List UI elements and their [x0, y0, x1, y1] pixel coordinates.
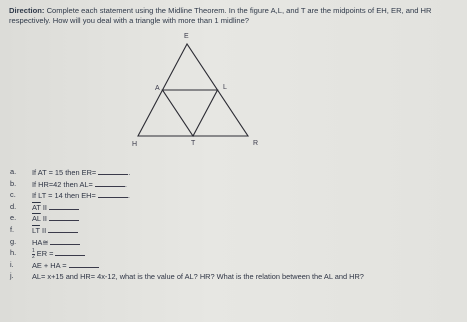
direction-instructions: [9, 6, 461, 26]
midline-triangle-ALT: [163, 90, 218, 136]
item-letter: b.: [10, 178, 17, 188]
item-letter: d.: [10, 201, 17, 211]
fraction-one-half: $\frac{1}{2}$: [32, 247, 35, 260]
parallel-symbol: II: [42, 214, 47, 224]
answer-blank[interactable]: [69, 260, 99, 268]
answer-blank[interactable]: [98, 167, 128, 175]
vertex-label-A: A: [155, 85, 160, 92]
vertex-label-H: H: [132, 141, 138, 148]
answer-blank[interactable]: [49, 213, 79, 221]
item-letter: j.: [10, 271, 14, 281]
vertex-label-T: T: [191, 140, 196, 147]
item-letter: c.: [10, 190, 16, 200]
answer-blank[interactable]: [48, 225, 78, 233]
item-letter: f.: [10, 224, 15, 234]
item-letter: h.: [10, 248, 17, 258]
vertex-label-L: L: [223, 84, 227, 91]
statement-i: [10, 260, 462, 272]
item-text: If HR=42 then AL=: [32, 179, 93, 189]
statement-d: [10, 202, 462, 214]
statement-b: b. If HR=42 then AL= .: [10, 178, 127, 189]
statement-list: [10, 167, 462, 282]
direction-label: Direction:: [9, 6, 45, 15]
statement-a: a. If AT = 15 then ER= .: [10, 167, 131, 177]
item-letter: a.: [10, 167, 17, 176]
direction-text: Complete each statement using the Midline Theorem. In the figure A,L, and T are the midpoints of EH, ER, and HR respectively. How will you deal with a triangle with more than 1 midline?: [9, 6, 432, 25]
parallel-symbol: II: [42, 225, 47, 235]
segment-label: $\overline{LT}$: [32, 225, 40, 235]
vertex-label-R: R: [253, 140, 259, 147]
item-text: HA≅: [32, 237, 49, 247]
parallel-symbol: II: [42, 202, 47, 212]
segment-label: $\overline{AT}$: [32, 202, 41, 212]
answer-blank[interactable]: [55, 248, 85, 256]
answer-blank[interactable]: [49, 202, 79, 210]
statement-f: [10, 225, 462, 237]
answer-blank[interactable]: [95, 179, 125, 187]
answer-blank[interactable]: [50, 237, 80, 245]
item-text: AL= x+15 and HR= 4x-12, what is the value of AL? HR? What is the relation between the AL and HR?: [32, 272, 364, 282]
item-letter: e.: [10, 213, 17, 223]
statement-e: [10, 213, 462, 225]
statement-c: c. If LT = 14 then EH= .: [10, 190, 130, 201]
answer-blank[interactable]: [98, 190, 128, 198]
item-text: ER =: [36, 249, 54, 259]
item-letter: g.: [10, 236, 17, 246]
statement-h: [10, 248, 462, 260]
statement-j: [10, 271, 462, 282]
triangle-figure: [128, 26, 278, 148]
item-text: If LT = 14 then EH=: [32, 191, 96, 201]
item-text: AE + HA =: [32, 260, 67, 270]
statement-g: [10, 237, 462, 249]
triangle-diagram: [128, 26, 278, 148]
item-text: If AT = 15 then ER=: [32, 168, 97, 177]
segment-label: $\overline{AL}$: [32, 214, 41, 224]
vertex-label-E: E: [184, 33, 189, 40]
item-letter: i.: [10, 259, 14, 269]
